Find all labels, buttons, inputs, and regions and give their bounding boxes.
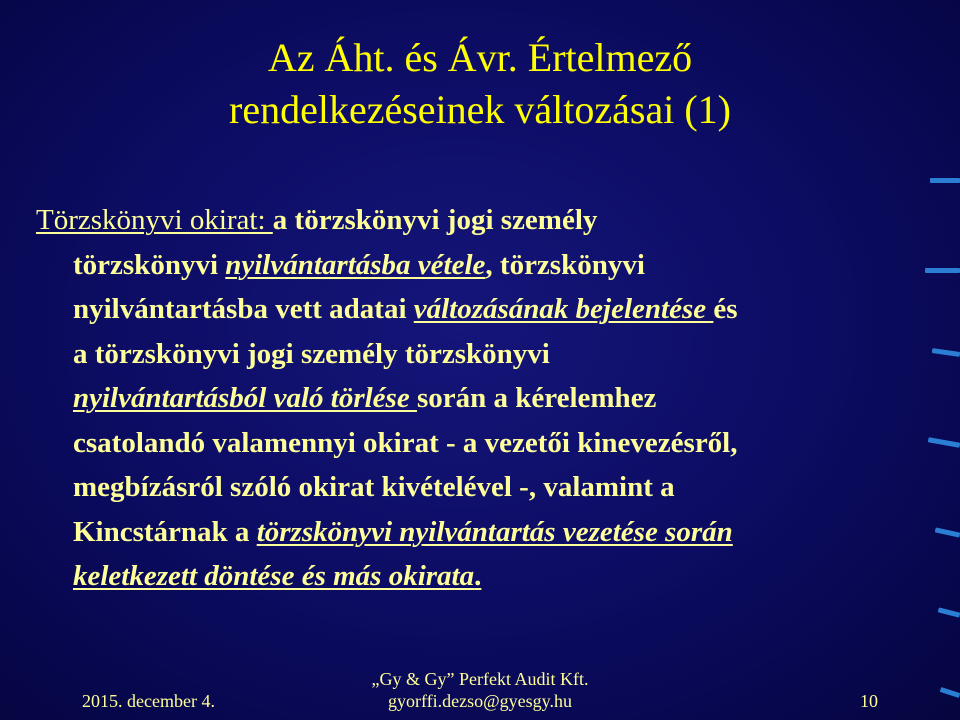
decorative-dash (940, 687, 960, 698)
emphasis-phrase: nyilvántartásba vétele (225, 248, 486, 281)
body-text-span: és (713, 293, 738, 325)
footer-contact (300, 668, 660, 712)
body-line-7: megbízásról szóló okirat kivételével -, valamint a (73, 471, 675, 503)
decorative-dash (925, 268, 960, 273)
body-line-4: a törzskönyvi jogi személy törzskönyvi (73, 337, 550, 370)
body-line-8 (36, 510, 941, 555)
body-text-span: során a kérelemhez (416, 382, 657, 414)
definition-text (36, 198, 941, 599)
slide-title (0, 32, 960, 136)
body-line-2 (36, 243, 941, 288)
emphasis-phrase: nyilvántartásból való törlése (73, 382, 417, 414)
body-text-span: a törzskönyvi jogi személy (272, 204, 598, 236)
footer-date: 2015. december 4. (82, 691, 215, 711)
page-number: 10 (860, 691, 878, 711)
body-line-3 (36, 287, 941, 332)
body-text-span: nyilvántartásba vett adatai (73, 293, 414, 325)
body-line-6: csatolandó valamennyi okirat - a vezetői kinevezésről, (73, 426, 738, 459)
footer-company: „Gy & Gy” Perfekt Audit Kft. (371, 669, 589, 689)
title-line-1: Az Áht. és Ávr. Értelmező (267, 35, 693, 80)
footer-email: gyorffi.dezso@gyesgy.hu (387, 691, 573, 711)
body-line-9 (36, 554, 941, 599)
decorative-dash (930, 178, 960, 183)
body-text-span: Kincstárnak a (73, 515, 257, 548)
term-label: Törzskönyvi okirat: (36, 204, 273, 236)
emphasis-phrase: keletkezett döntése és más okirata (73, 560, 475, 592)
body-line-1 (36, 198, 941, 243)
emphasis-phrase: törzskönyvi nyilvántartás vezetése során (256, 515, 733, 548)
body-text-span: törzskönyvi (73, 248, 226, 281)
body-text-span: . (474, 560, 482, 592)
body-text-span: , törzskönyvi (485, 248, 645, 281)
body-line-5 (36, 376, 941, 421)
decorative-dash (938, 607, 960, 617)
title-line-2: rendelkezéseinek változásai (1) (229, 87, 731, 132)
emphasis-phrase: változásának bejelentése (413, 293, 714, 325)
